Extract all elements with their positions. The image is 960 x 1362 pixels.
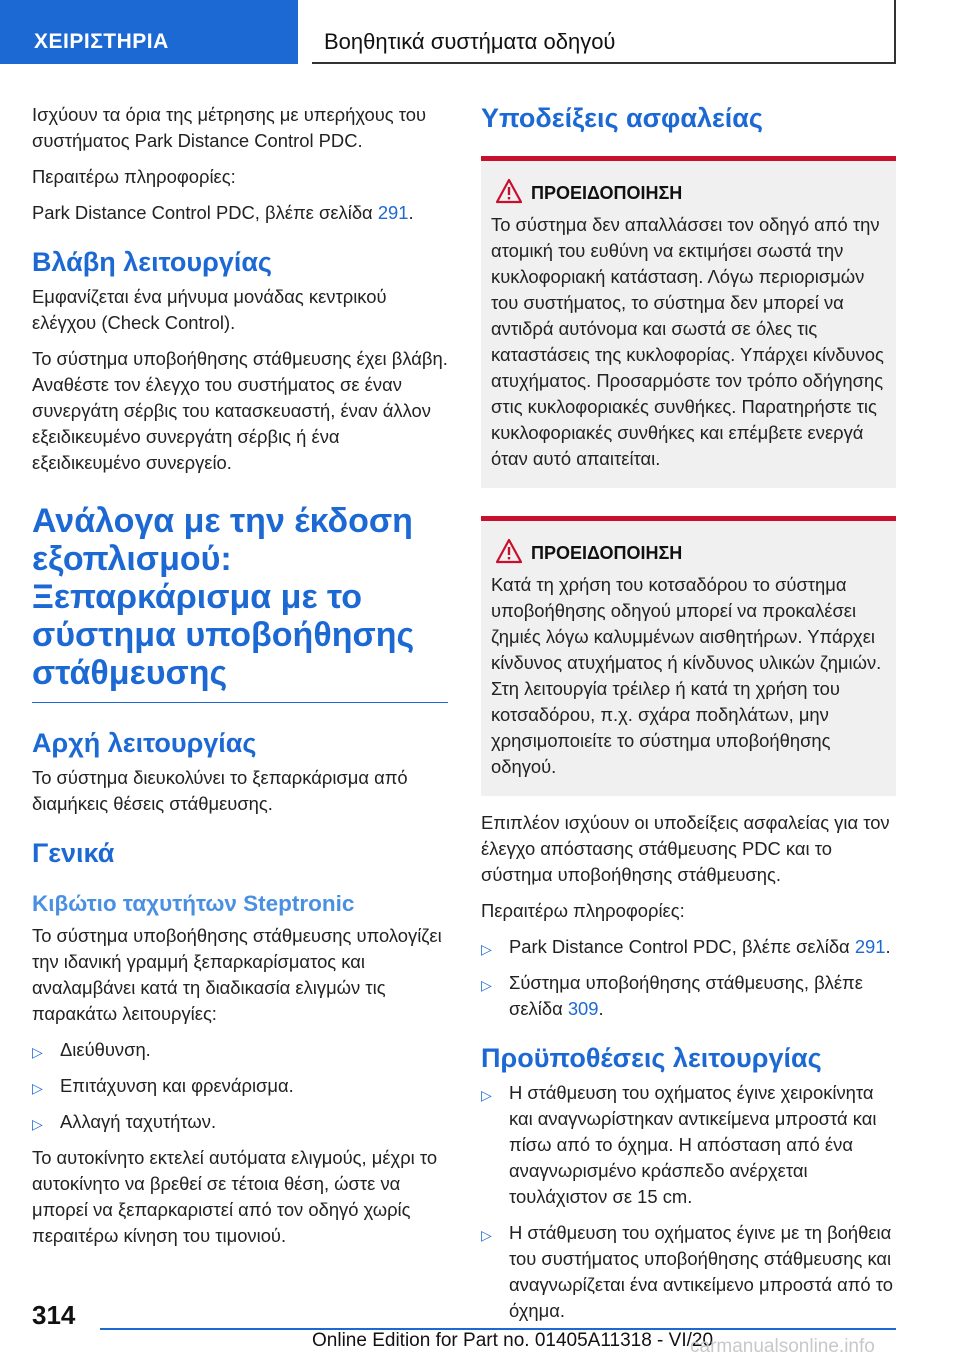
also-paragraph: Επιπλέον ισχύουν οι υποδείξεις ασφαλείας για τον έλεγχο απόστασης στάθμευσης PDC και το σύστημα υποβοήθησης στάθμευσης. [481,812,890,885]
page-link-291[interactable]: 291 [377,202,409,223]
pdc-reference-text: Park Distance Control PDC, βλέπε σελίδα [32,202,378,223]
fault-paragraph-1: Εμφανίζεται ένα μήνυμα μονάδας κεντρικού ελέγχου (Check Control). [32,286,387,333]
bullet-triangle-icon: ▷ [32,1116,43,1132]
warning-triangle-icon [495,538,523,564]
warning-text: Κατά τη χρήση του κοτσαδόρου το σύστημα υποβοήθησης οδηγού μπορεί να προκαλέσει ζημιές λόγω καλυμμένων αισθητήρων. Υπάρχει κίνδυνος ατυχήματος ή κίνδυνος υλικών ζημιών. Στη λειτουργία τρέιλερ ή κατά τη χρήση του κοτσαδόρου, π.χ. σχάρα ποδηλάτων, μην χρησιμοποιείτε το σύστημα υποβοήθησης οδηγού. [491,574,882,777]
warning-header [491,543,886,564]
fault-heading: Βλάβη λειτουργίας [32,247,272,277]
fault-paragraph-2: Το σύστημα υποβοήθησης στάθμευσης έχει βλάβη. Αναθέστε τον έλεγχο του συστήματος σε έναν συνεργάτη σέρβις του κατασκευαστή, έναν άλλον εξειδικευμένο συνεργάτη σέρβις ή ένα εξειδικευμένο συνεργείο. [32,348,448,473]
prereq-list [481,1080,896,1324]
list-item [481,1080,896,1210]
watermark: carmanualsonline.info [690,1336,875,1357]
warning-box-1 [481,156,896,488]
page-number: 314 [32,1300,76,1330]
principle-heading: Αρχή λειτουργίας [32,728,257,758]
list-item [32,1109,448,1135]
general-heading: Γενικά [32,838,115,868]
pdc-reference [32,200,448,226]
list-item-text: Αλλαγή ταχυτήτων. [60,1111,217,1132]
bullet-triangle-icon: ▷ [32,1044,43,1060]
list-item [481,934,896,960]
page-link-309[interactable]: 309 [567,998,599,1019]
right-column [481,102,896,1334]
reference-text: Σύστημα υποβοήθησης στάθμευσης, βλέπε σελίδα [509,972,863,1019]
reference-end: . [885,936,891,957]
warning-text: Το σύστημα δεν απαλλάσσει τον οδηγό από την ατομική του ευθύνη να εκτιμήσει σωστά την κυκλοφοριακή κατάσταση. Λόγω περιορισμών του συστήματος, το σύστημα δεν μπορεί να αντιδρά αυτόνομα και σωστά σε όλες τις καταστάσεις της κυκλοφορίας. Υπάρχει κίνδυνος ατυχήματος. Προσαρμόστε τον τρόπο οδήγησης στις κυκλοφοριακές συνθήκες. Παρατηρήστε τις κυκλοφοριακές συνθήκες και επέμβετε ενεργά όταν αυτό απαιτείται. [491,214,884,469]
warning-triangle-icon [495,178,523,204]
list-item [481,970,896,1022]
bullet-triangle-icon: ▷ [481,941,492,957]
principle-paragraph: Το σύστημα διευκολύνει το ξεπαρκάρισμα από διαμήκεις θέσεις στάθμευσης. [32,767,408,814]
more-info-label: Περαιτέρω πληροφορίες: [481,900,685,921]
page-header [0,0,960,64]
steptronic-heading: Κιβώτιο ταχυτήτων Steptronic [32,891,355,916]
auto-paragraph: Το αυτοκίνητο εκτελεί αυτόματα ελιγμούς, μέχρι το αυτοκίνητο να βρεθεί σε τέτοια θέση, ώστε να μπορεί να ξεπαρκαριστεί από τον οδηγό χωρίς περαιτέρω κίνηση του τιμονιού. [32,1147,438,1246]
page-link-291[interactable]: 291 [854,936,886,957]
list-item-text: Η στάθμευση του οχήματος έγινε με τη βοήθεια του συστήματος υποβοήθησης στάθμευσης και αναγνωρίζεται ένα αντικείμενο μπροστά από το όχημα. [509,1222,893,1321]
section-title: Βοηθητικά συστήματα οδηγού [312,0,896,64]
warning-label: ΠΡΟΕΙΔΟΠΟΙΗΣΗ [531,543,683,563]
list-item [32,1037,448,1063]
list-item-text: Η στάθμευση του οχήματος έγινε χειροκίνητα και αναγνωρίστηκαν αντικείμενα μπροστά και πίσω από το όχημα. Η απόσταση από ένα αναγνωρισμένο κράσπεδο ανέρχεται τουλάχιστον σε 15 cm. [509,1082,877,1207]
references-list [481,934,896,1022]
bullet-triangle-icon: ▷ [32,1080,43,1096]
list-item-text: Διεύθυνση. [60,1039,151,1060]
more-info-label: Περαιτέρω πληροφορίες: [32,166,236,187]
bullet-triangle-icon: ▷ [481,1087,492,1103]
list-item-text: Επιτάχυνση και φρενάρισμα. [60,1075,294,1096]
steptronic-paragraph: Το σύστημα υποβοήθησης στάθμευσης υπολογίζει την ιδανική γραμμή ξεπαρκαρίσματος και αναλαμβάνει κατά τη διαδικασία ελιγμών τις παρακάτω λειτουργίες: [32,925,442,1024]
section-heading: Ανάλογα με την έκδοση εξοπλισμού: Ξεπαρκάρισμα με το σύστημα υποβοήθησης στάθμευσης [32,502,448,703]
safety-heading: Υποδείξεις ασφαλείας [481,103,763,133]
intro-paragraph: Ισχύουν τα όρια της μέτρησης με υπερήχους του συστήματος Park Distance Control PDC. [32,104,427,151]
list-item [32,1073,448,1099]
reference-text: Park Distance Control PDC, βλέπε σελίδα [509,936,855,957]
left-column [32,102,448,1259]
functions-list [32,1037,448,1135]
bullet-triangle-icon: ▷ [481,977,492,993]
pdc-reference-end: . [408,202,414,223]
prereq-heading: Προϋποθέσεις λειτουργίας [481,1043,822,1073]
bullet-triangle-icon: ▷ [481,1227,492,1243]
reference-end: . [598,998,604,1019]
warning-label: ΠΡΟΕΙΔΟΠΟΙΗΣΗ [531,183,683,203]
edition-text: Online Edition for Part no. 01405A11318 - VI/20 [312,1330,714,1351]
page-footer [0,1300,960,1362]
warning-header [491,183,886,204]
warning-box-2 [481,516,896,796]
chapter-tab[interactable]: ΧΕΙΡΙΣΤΗΡΙΑ [0,0,298,64]
